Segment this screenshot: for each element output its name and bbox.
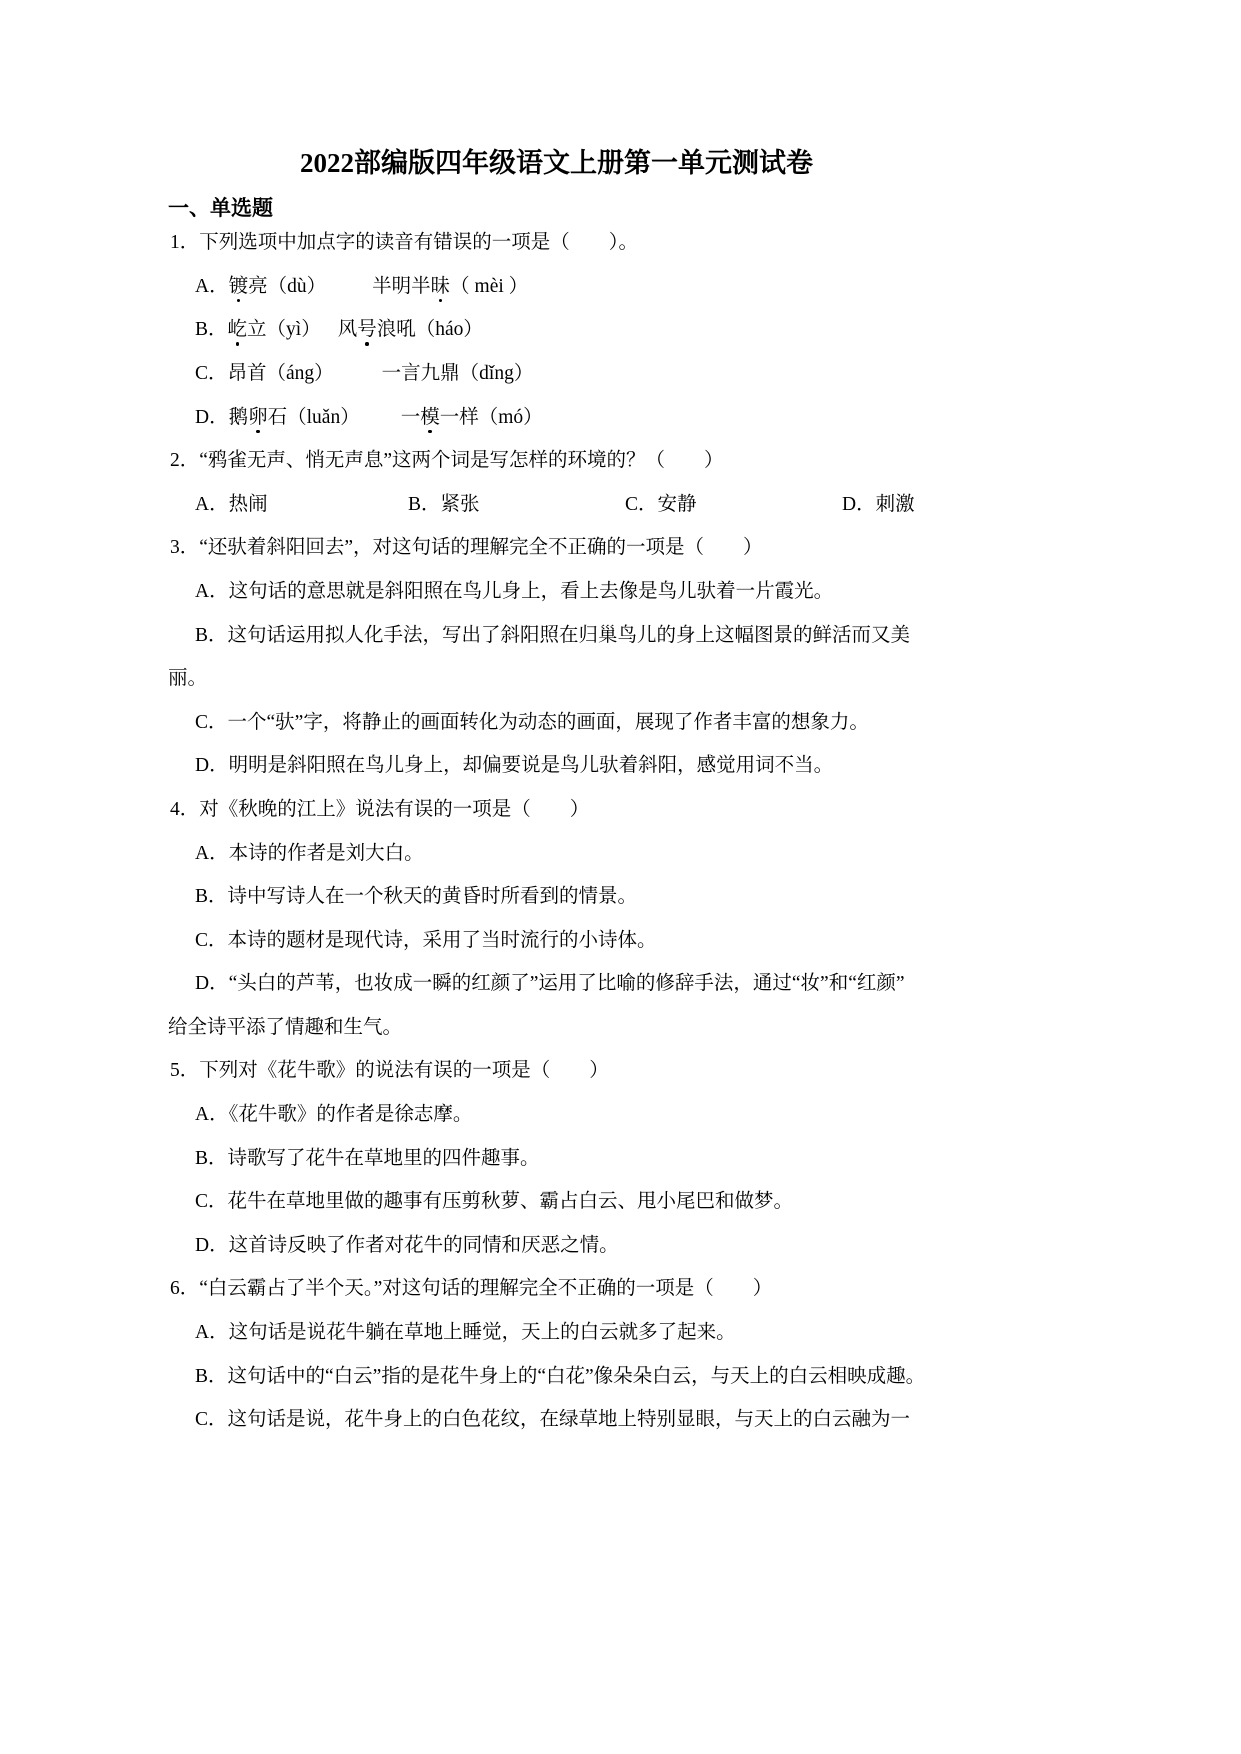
- question-2-option-a: [195, 483, 268, 527]
- option-text: 石（luǎn）: [267, 406, 360, 428]
- question-1-option-c: [168, 352, 1068, 396]
- exam-title: 2022部编版四年级语文上册第一单元测试卷: [300, 148, 813, 178]
- question-2-stem: 2．“鸦雀无声、悄无声息”这两个词是写怎样的环境的？（ ）: [170, 450, 724, 472]
- dotted-char: 镀: [228, 275, 249, 297]
- option-text: 这句话是说花牛躺在草地上睡觉，天上的白云就多了起来。: [228, 1322, 736, 1344]
- question-4-option-c: [168, 919, 1068, 963]
- option-second-word: [401, 407, 543, 428]
- option-text: 半明半: [372, 275, 431, 297]
- question-5-option-a: [168, 1093, 1068, 1137]
- option-text: 这首诗反映了作者对花牛的同情和厌恶之情。: [228, 1234, 619, 1256]
- option-text: 立（yì）: [247, 319, 321, 341]
- option-label: C．: [195, 929, 228, 951]
- option-label: D．: [195, 973, 229, 995]
- option-label: C．: [195, 1191, 228, 1213]
- option-label: B．: [195, 1147, 228, 1169]
- option-label: C．: [195, 362, 228, 384]
- dotted-char: 昧: [430, 275, 451, 297]
- question-4-option-b: [168, 875, 1068, 919]
- option-text: 浪吼（háo）: [376, 319, 483, 341]
- option-text: 鹅: [228, 406, 249, 428]
- question-5-stem: 5．下列对《花牛歌》的说法有误的一项是（ ）: [170, 1060, 609, 1082]
- option-label: C．: [195, 1409, 228, 1431]
- option-text: 诗中写诗人在一个秋天的黄昏时所看到的情景。: [227, 886, 638, 908]
- option-label: B．: [195, 319, 228, 341]
- option-text: 一: [400, 406, 421, 428]
- option-label: A．: [195, 493, 229, 515]
- question-3-option-b-continued: 丽。: [168, 668, 208, 690]
- question-3-option-a: [168, 570, 1068, 614]
- option-label: D．: [842, 493, 876, 515]
- question-3-option-b: [168, 614, 1068, 658]
- question-2-options: [168, 483, 1068, 527]
- option-text: 本诗的作者是刘大白。: [228, 842, 424, 864]
- dotted-char: 号: [357, 319, 377, 341]
- option-text: “头白的芦苇，也妆成一瞬的红颜了”运用了比喻的修辞手法，通过“妆”和“红颜”: [228, 973, 905, 995]
- option-text: 昂首（áng）: [227, 362, 334, 384]
- option-label: A．: [195, 580, 229, 602]
- question-5-option-c: [168, 1180, 1068, 1224]
- question-6-option-c: [168, 1398, 1068, 1442]
- question-1-option-d: [168, 396, 1068, 440]
- question-3-stem: 3．“还驮着斜阳回去”，对这句话的理解完全不正确的一项是（ ）: [170, 537, 763, 559]
- question-3-option-d: [168, 744, 1068, 788]
- option-label: D．: [195, 755, 229, 777]
- option-label: B．: [408, 493, 441, 515]
- section-heading: 一、单选题: [168, 196, 273, 220]
- question-6-stem: 6．“白云霸占了半个天。”对这句话的理解完全不正确的一项是（ ）: [170, 1278, 773, 1300]
- option-text: 一个“驮”字，将静止的画面转化为动态的画面，展现了作者丰富的想象力。: [227, 711, 869, 733]
- option-text: 这句话的意思就是斜阳照在鸟儿身上，看上去像是鸟儿驮着一片霞光。: [228, 580, 834, 602]
- option-label: D．: [195, 1234, 229, 1256]
- option-second-word: [338, 319, 483, 340]
- option-text: 本诗的题材是现代诗，采用了当时流行的小诗体。: [227, 929, 657, 951]
- option-second-word: [372, 276, 528, 297]
- dotted-char: 屹: [227, 319, 248, 341]
- question-3-option-c: [168, 701, 1068, 745]
- option-text: 花牛在草地里做的趣事有压剪秋萝、霸占白云、甩小尾巴和做梦。: [227, 1191, 794, 1213]
- question-4-option-d-continued: 给全诗平添了情趣和生气。: [168, 1016, 403, 1038]
- option-label: C．: [625, 493, 658, 515]
- option-label: A．: [195, 1322, 229, 1344]
- option-text: 明明是斜阳照在鸟儿身上，却偏要说是鸟儿驮着斜阳，感觉用词不当。: [228, 755, 834, 777]
- question-1-stem: 1．下列选项中加点字的读音有错误的一项是（ ）。: [170, 232, 639, 254]
- option-label: D．: [195, 406, 229, 428]
- question-4-stem: 4．对《秋晚的江上》说法有误的一项是（ ）: [170, 798, 590, 820]
- question-6-option-b: [168, 1355, 1068, 1399]
- question-5-option-d: [168, 1224, 1068, 1268]
- question-4-option-d: [168, 962, 1068, 1006]
- option-label: B．: [195, 624, 228, 646]
- question-1-option-a: [168, 265, 1068, 309]
- option-label: A．: [195, 842, 229, 864]
- option-label: A．: [195, 275, 229, 297]
- question-2-option-d: [842, 483, 915, 527]
- option-text: 风: [337, 319, 358, 341]
- option-label: C．: [195, 711, 228, 733]
- question-6-option-a: [168, 1311, 1068, 1355]
- option-text: 这句话是说，花牛身上的白色花纹，在绿草地上特别显眼，与天上的白云融为一: [227, 1409, 911, 1431]
- question-2-option-b: [408, 483, 480, 527]
- option-label: B．: [195, 1365, 228, 1387]
- question-1-option-b: [168, 308, 1068, 352]
- question-2-option-c: [625, 483, 697, 527]
- option-text: 紧张: [440, 493, 480, 515]
- option-text: 一样（mó）: [439, 406, 543, 428]
- option-text: （ mèi ）: [450, 275, 529, 297]
- option-text: 《花牛歌》的作者是徐志摩。: [228, 1104, 473, 1126]
- option-text: 这句话中的“白云”指的是花牛身上的“白花”像朵朵白云，与天上的白云相映成趣。: [227, 1365, 926, 1387]
- dotted-char: 卵: [248, 406, 268, 428]
- option-second-word: 一言九鼎（dǐng）: [381, 362, 534, 384]
- option-text: 热闹: [228, 493, 268, 515]
- option-text: 安静: [657, 493, 697, 515]
- option-text: 亮（dù）: [248, 275, 327, 297]
- question-4-option-a: [168, 832, 1068, 876]
- option-text: 这句话运用拟人化手法，写出了斜阳照在归巢鸟儿的身上这幅图景的鲜活而又美: [227, 624, 911, 646]
- dotted-char: 模: [420, 406, 440, 428]
- option-text: 诗歌写了花牛在草地里的四件趣事。: [227, 1147, 540, 1169]
- option-label: B．: [195, 886, 228, 908]
- option-label: A．: [195, 1104, 229, 1126]
- question-5-option-b: [168, 1137, 1068, 1181]
- option-text: 刺激: [875, 493, 915, 515]
- question-list: [168, 221, 1068, 1442]
